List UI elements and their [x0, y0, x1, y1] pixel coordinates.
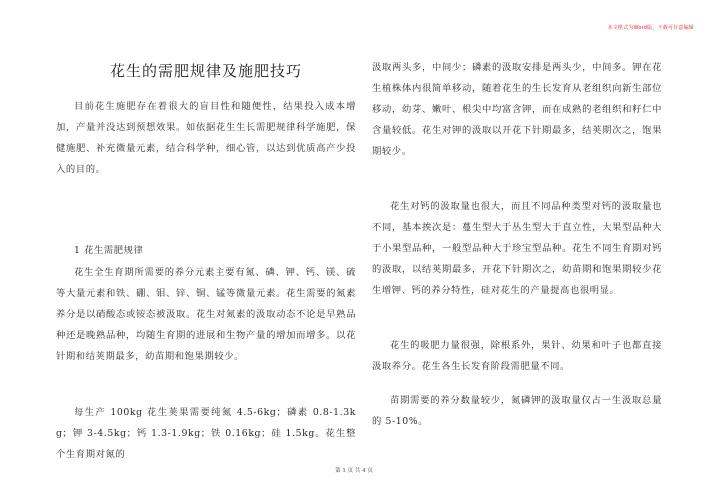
section-heading: 1 花生需肥规律 [74, 245, 144, 256]
body-paragraph-right-4: 苗期需要的养分数量较少，氮磷钾的汲取量仅占一生汲取总量的 5-10%。 [372, 395, 662, 427]
body-paragraph-right-3: 花生的吸肥力量很强，除根系外，果针、幼果和叶子也都直接汲取养分。花生各生长发育阶段需肥量不同。 [372, 340, 662, 372]
page-footer: 第 1 页 共 4 页 [335, 468, 373, 474]
intro-paragraph: 目前花生施肥存在着很大的盲目性和随便性，结果投入成本增加，产量并没达到预想效果。如依据花生生长需肥规律科学施肥，保健施肥、补充微量元素，结合科学种，细心管，以达到优质高产少投入的目的。 [56, 101, 356, 175]
body-paragraph-right-1: 汲取两头多，中间少；磷素的汲取安排是两头少，中间多。钾在花生植株体内很简单移动，随着花生的生长发育从老组织向新生部位移动，幼芽、嫩叶、根尖中均富含钾，而在成熟的老组织和籽仁中含量较低。花生对钾的汲取以开花下针期最多，结荚期次之，饱果期较少。 [372, 62, 662, 157]
body-paragraph-right-2: 花生对钙的汲取量也很大，而且不同品种类型对钙的汲取量也不同，基本挨次是：蔓生型大于丛生型大于直立性，大果型品种大于小果型品种，一般型品种大于珍宝型品种。花生不同生育期对钙的汲取，以结荚期最多，开花下针期次之，幼苗期和饱果期较少花生增钾、钙的养分特性，硅对花生的产量提高也很明显。 [372, 201, 662, 296]
watermark-text: 本文格式为Word版，下载可任意编辑 [607, 25, 694, 31]
body-paragraph-left-1: 花生全生育期所需要的养分元素主要有氮、磷、钾、钙、镁、硫等大量元素和铁、硼、钼、锌、铜、锰等微量元素。花生需要的氮素养分是以硝酸态或铵态被汲取。花生对氮素的汲取动态不论是早熟品种还是晚熟品种，均随生育期的进展和生物产量的增加而增多。以花针期和结荚期最多，幼苗期和饱果期较少。 [56, 267, 356, 362]
body-paragraph-left-2: 每生产 100kg 花生荚果需要纯氮 4.5-6kg；磷素 0.8-1.3kg；钾 3-4.5kg；钙 1.3-1.9kg；铁 0.16kg；硅 1.5kg。花生整个生育期对氮的 [56, 407, 356, 460]
page-title: 花生的需肥规律及施肥技巧 [109, 62, 302, 80]
